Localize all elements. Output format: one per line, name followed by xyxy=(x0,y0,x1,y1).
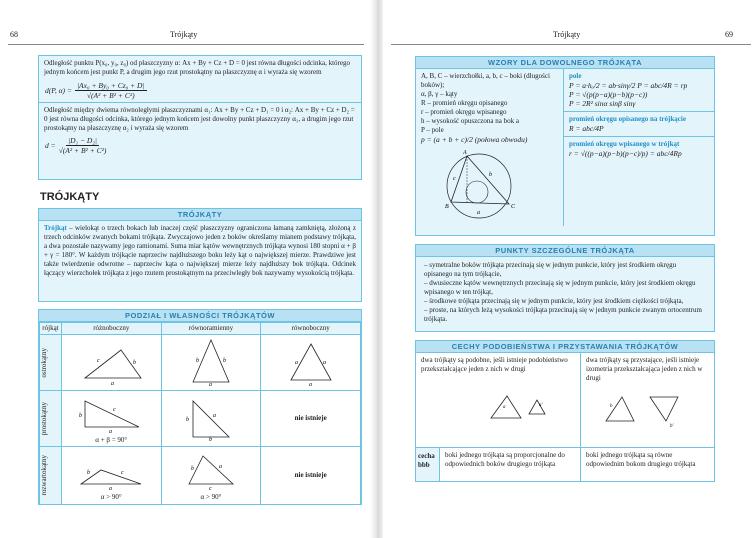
point-plane-formula xyxy=(39,78,361,102)
running-head-right: Trójkąty xyxy=(553,30,581,39)
svg-text:c: c xyxy=(113,406,116,413)
svg-text:a: a xyxy=(503,405,506,410)
section-title: TRÓJKĄTY xyxy=(40,191,100,203)
circumscribed-triangle-figure xyxy=(421,146,541,220)
svg-text:b: b xyxy=(208,437,212,441)
svg-text:b: b xyxy=(610,404,613,409)
table-corner: rójkąt xyxy=(40,323,62,335)
triangle-definition-text xyxy=(39,221,361,281)
svg-text:a: a xyxy=(111,381,115,386)
left-page xyxy=(0,0,372,538)
obtuse-isosceles-cell xyxy=(161,447,261,505)
sss-congruence: boki jednego trójkąta są równe odpowiednim bokom drugiego trójkąta xyxy=(586,451,696,468)
svg-text:a: a xyxy=(294,360,298,366)
formulas-box xyxy=(415,56,715,236)
svg-text:a: a xyxy=(477,210,480,216)
obtuse-scalene-caption: α > 90° xyxy=(100,492,122,501)
formulas-definitions xyxy=(416,69,564,226)
row-right-label: prostokątny xyxy=(40,401,48,436)
svg-text:c: c xyxy=(97,358,100,364)
header-rule-left xyxy=(8,44,364,45)
formula1-den: √(A² + B² + C²) xyxy=(86,90,135,100)
area-formula-sines: P = 2R² sinα sinβ sinγ xyxy=(569,99,636,108)
def-circumradius: R – promień okręgu opisanego xyxy=(421,99,508,107)
obtuse-equilateral-cell: nie istnieje xyxy=(261,447,361,505)
right-equilateral-cell: nie istnieje xyxy=(261,391,361,447)
svg-text:b: b xyxy=(133,360,137,366)
list-item: – symetralne boków trójkąta przecinają się w jednym punkcie, który jest środkiem okręgu opisanego na tym trójkącie, xyxy=(424,261,677,278)
header-rule-right xyxy=(391,44,751,45)
row-acute xyxy=(40,335,62,391)
svg-text:b: b xyxy=(190,465,194,472)
list-item: – dwusieczne kątów wewnętrznych przecinają się w jednym punkcie, który jest środkiem okręgu wpisanego w ten trójkąt, xyxy=(424,279,696,296)
distance-formulas-box xyxy=(38,55,362,180)
right-isosceles-cell xyxy=(161,391,261,447)
similar-triangles-figure xyxy=(421,374,571,422)
obtuse-scalene-cell xyxy=(61,447,161,505)
svg-text:a: a xyxy=(208,382,212,386)
formula1-num: |Ax₀ + By₀ + Cz₀ + D| xyxy=(76,80,145,90)
area-formula-heron: P = √(p(p−a)(p−b)(p−c)) xyxy=(569,90,648,99)
row-obtuse xyxy=(40,447,62,505)
area-formula-1: P = a·hₐ/2 = ab·sinγ/2 P = abc/4R = rp xyxy=(569,81,688,90)
formula1-lhs: d(P, α) = xyxy=(45,85,72,95)
svg-text:B: B xyxy=(445,204,449,210)
svg-text:a: a xyxy=(109,485,113,490)
acute-scalene-figure xyxy=(71,336,151,386)
svg-text:b: b xyxy=(222,358,226,364)
svg-text:b′: b′ xyxy=(670,424,674,429)
semi-perimeter-formula: p = (a + b + c)/2 (połowa obwodu) xyxy=(421,135,528,144)
col-isosceles: równoramienny xyxy=(161,323,261,335)
congruence-text: dwa trójkąty są przystające, jeśli istnieje izometria przekształcająca jeden z nich w drugi xyxy=(586,356,703,382)
acute-equilateral-cell xyxy=(261,335,361,391)
list-item: – proste, na których leżą wysokości trójkąta przecinają się w jednym punkcie zwanym ortocentrum trójkąta. xyxy=(424,306,702,323)
point-plane-text: Odległość punktu P(x₀, y₀, z₀) od płaszczyzny α: Ax + By + Cz + D = 0 jest równa długości odcinka, którego jednym końcem jest punkt P, a drugim jego rzut prostokątny na płaszczyznę α i wyraża się wzorem xyxy=(44,59,350,76)
acute-equilateral-figure xyxy=(271,336,351,386)
obtuse-isosceles-figure xyxy=(171,450,251,490)
def-inradius: r – promień okręgu wpisanego xyxy=(421,108,507,116)
triangle-definition-title: TRÓJKĄTY xyxy=(39,209,361,221)
def-area: P – pole xyxy=(421,126,444,134)
acute-scalene-cell xyxy=(61,335,161,391)
obtuse-scalene-figure xyxy=(71,450,151,490)
formula2-den: √(A² + B² + C²) xyxy=(58,145,107,155)
svg-text:a: a xyxy=(218,463,222,470)
def-angles: α, β, γ – kąty xyxy=(421,90,458,98)
triangle-classification-box xyxy=(38,309,362,505)
similarity-title: CECHY PODOBIEŃSTWA I PRZYSTAWANIA TRÓJKĄTÓW xyxy=(416,341,714,353)
svg-text:a: a xyxy=(109,428,113,433)
svg-text:a′: a′ xyxy=(539,403,543,408)
list-item: – środkowe trójkąta przecinają się w jednym punkcie, który jest środkiem ciężkości trójkąta, xyxy=(424,297,684,305)
plane-plane-formula xyxy=(39,134,361,156)
special-points-list xyxy=(416,257,714,328)
right-page xyxy=(383,0,755,538)
row-right xyxy=(40,391,62,447)
special-points-box xyxy=(415,244,715,332)
svg-text:A: A xyxy=(463,150,467,156)
row-obtuse-label: rozwartokątny xyxy=(40,455,48,496)
page-number-right: 69 xyxy=(725,30,733,39)
triangle-classification-table xyxy=(39,322,361,505)
right-scalene-figure xyxy=(71,393,151,433)
congruence-column xyxy=(581,353,714,447)
formulas-title: WZORY DLA DOWOLNEGO TRÓJKĄTA xyxy=(416,57,714,69)
svg-text:C: C xyxy=(511,204,516,210)
formula2-lhs: d = xyxy=(45,140,56,150)
congruent-triangles-figure xyxy=(586,383,706,433)
acute-isosceles-cell xyxy=(161,335,261,391)
col-scalene: różnoboczny xyxy=(61,323,161,335)
special-points-title: PUNKTY SZCZEGÓLNE TRÓJKĄTA xyxy=(416,245,714,257)
inradius-heading: promień okręgu wpisanego w trójkąt xyxy=(569,140,680,148)
similarity-box xyxy=(415,340,715,482)
acute-isosceles-figure xyxy=(171,336,251,386)
svg-text:a: a xyxy=(308,382,312,386)
svg-text:b: b xyxy=(185,417,189,423)
circumradius-formula: R = abc/4P xyxy=(569,124,604,133)
svg-text:b: b xyxy=(87,469,91,476)
right-scalene-caption: α + β = 90° xyxy=(95,435,128,444)
area-heading: pole xyxy=(569,72,582,80)
svg-text:b: b xyxy=(79,412,83,419)
similarity-column xyxy=(416,353,581,447)
circumradius-heading: promień okręgu opisanego na trójkącie xyxy=(569,115,686,123)
svg-text:b: b xyxy=(195,358,199,364)
triangle-definition-box xyxy=(38,208,362,302)
triangle-definition-body: – wielokąt o trzech bokach lub inaczej część płaszczyzny ograniczona łamaną zamkniętą, złożoną z trzech odcinków zwanych bokami trójkąta. Zwyczajowo jeden z boków określamy mianem podstawy trójkąta, a dwa pozostałe nazywamy jego ramionami. Suma miar kątów wewnętrznych trójkąta wynosi 180 stopni α + β + γ = 180°. W każdym trójkącie naprzeciw najdłuższego boku leży kąt o największej mierze. Prawdziwe jest także twierdzenie odwrotne – naprzeciw kąta o największej mierze leży najdłuższy bok trójkąta. Odcinek łączący wierzchołek trójkąta z jego rzutem prostokątnym na przeciwległy bok nazywamy wysokością trójkąta. xyxy=(44,224,356,277)
inradius-formula: r = √((p−a)(p−b)(p−c)/p) = abc/4Rp xyxy=(569,149,682,158)
right-isosceles-figure xyxy=(171,393,251,441)
col-equilateral: równoboczny xyxy=(261,323,361,335)
triangle-table-title: PODZIAŁ I WŁASNOŚCI TRÓJKĄTÓW xyxy=(39,310,361,322)
cecha-label: cecha bbb xyxy=(416,448,440,481)
page-number-left: 68 xyxy=(10,30,18,39)
similarity-text: dwa trójkąty są podobne, jeśli istnieje podobieństwo przekształcające jeden z nich w drugi xyxy=(421,356,568,373)
row-acute-label: ostrokątny xyxy=(40,347,48,378)
obtuse-isosceles-caption: α > 90° xyxy=(200,492,222,501)
formulas-right-column xyxy=(564,69,714,226)
svg-text:b: b xyxy=(489,172,492,178)
def-height: h – wysokość opuszczona na bok a xyxy=(421,117,519,125)
running-head-left: Trójkąty xyxy=(170,30,198,39)
svg-text:c: c xyxy=(453,176,456,182)
formula2-num: |D₁ − D₂| xyxy=(68,135,97,145)
sss-similarity: boki jednego trójkąta są proporcjonalne do odpowiednich boków drugiego trójkąta xyxy=(440,448,581,481)
plane-plane-text: Odległość między dwiema równoległymi płaszczyznami α₁: Ax + By + Cz + D₁ = 0 i α₂: Ax + By + Cz + D₂ = 0 jest równa długości odcinka, którego jednym końcem jest dowolny punkt płaszczyzny α₁, a drugim jego rzut prostokątny na płaszczyznę α₂ i wyraża się wzorem xyxy=(44,106,355,132)
svg-text:a: a xyxy=(322,360,326,366)
def-vertices: A, B, C – wierzchołki, a, b, c – boki (długości boków); xyxy=(421,72,550,89)
right-scalene-cell xyxy=(61,391,161,447)
svg-text:c: c xyxy=(121,469,124,476)
svg-text:a: a xyxy=(212,413,216,419)
svg-text:c: c xyxy=(208,485,212,490)
triangle-term: Trójkąt xyxy=(44,224,67,232)
